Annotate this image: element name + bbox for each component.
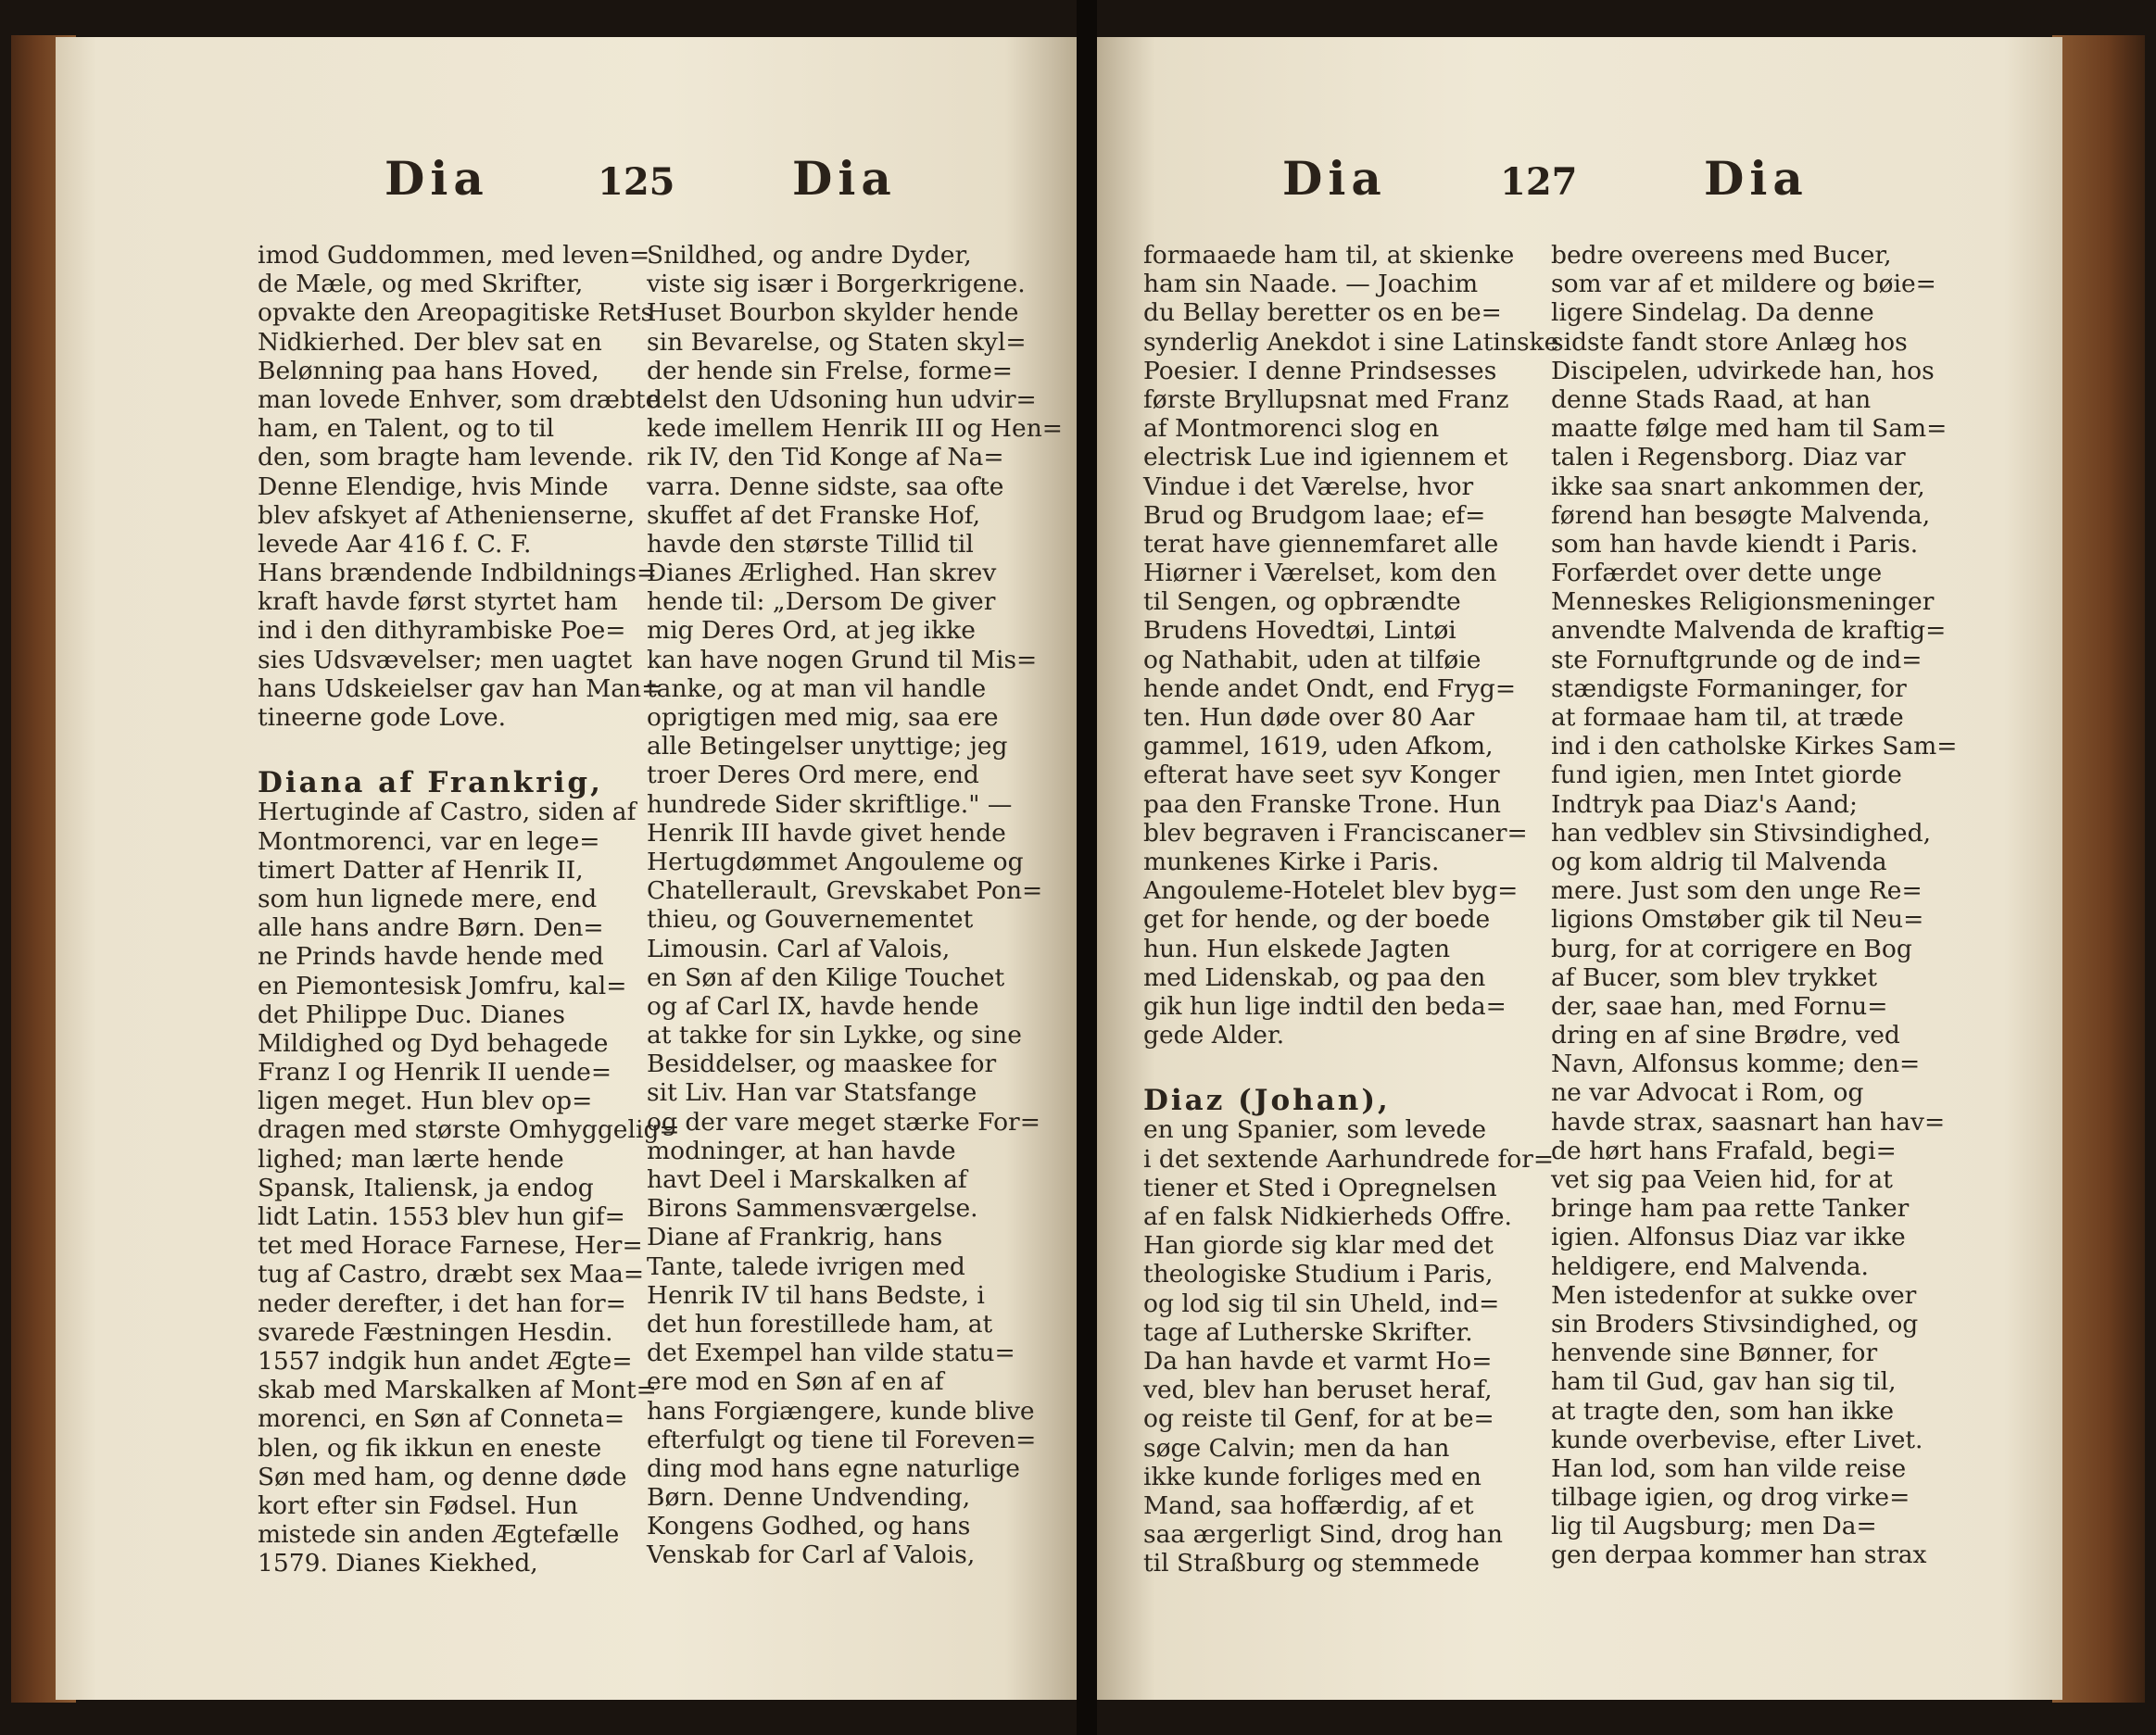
text-line: mistede sin anden Ægtefælle: [258, 1520, 620, 1550]
text-line: havde strax, saasnart han hav=: [1551, 1107, 1946, 1137]
text-line: førend han besøgte Malvenda,: [1551, 500, 1931, 530]
text-line: havt Deel i Marskalken af: [647, 1165, 967, 1194]
text-line: en Søn af den Kilige Touchet: [647, 962, 1005, 992]
left-page-column-1: [258, 241, 680, 1578]
text-line: Angouleme-Hotelet blev byg=: [1143, 876, 1519, 906]
text-line: get for hende, og der boede: [1143, 905, 1491, 935]
text-line: de Mæle, og med Skrifter,: [258, 270, 584, 299]
text-line: det Exempel han vilde statu=: [647, 1339, 1015, 1368]
text-line: en Piemontesisk Jomfru, kal=: [258, 971, 627, 1000]
text-line: og kom aldrig til Malvenda: [1551, 847, 1887, 876]
left-page: [56, 37, 1077, 1700]
text-line: delst den Udsoning hun udvir=: [647, 384, 1037, 414]
text-line: første Bryllupsnat med Franz: [1143, 384, 1509, 414]
text-line: varra. Denne sidste, saa ofte: [647, 471, 1004, 501]
text-line: anvendte Malvenda de kraftig=: [1551, 616, 1947, 646]
text-line: Denne Elendige, hvis Minde: [258, 471, 609, 501]
text-line: Tante, talede ivrigen med: [647, 1251, 965, 1281]
text-line: Vindue i det Værelse, hvor: [1143, 471, 1474, 501]
text-line: synderlig Anekdot i sine Latinske: [1143, 327, 1559, 357]
text-line: Mildighed og Dyd behagede: [258, 1028, 609, 1058]
paragraph-gap: [258, 732, 628, 769]
text-line: Franz I og Henrik II uende=: [258, 1058, 612, 1088]
text-line: Hertugdømmet Angouleme og: [647, 847, 1024, 876]
text-line: ikke kunde forliges med en: [1143, 1462, 1481, 1491]
text-line: som han havde kiendt i Paris.: [1551, 529, 1919, 559]
text-line: gik hun lige indtil den beda=: [1143, 991, 1507, 1021]
text-line: Snildhed, og andre Dyder,: [647, 241, 972, 270]
text-line: gammel, 1619, uden Afkom,: [1143, 732, 1494, 761]
text-line: Men istedenfor at sukke over: [1551, 1280, 1917, 1310]
text-line: af en falsk Nidkierheds Offre.: [1143, 1202, 1512, 1231]
text-line: kunde overbevise, efter Livet.: [1551, 1425, 1923, 1454]
text-line: lidt Latin. 1553 blev hun gif=: [258, 1202, 625, 1231]
text-line: en ung Spanier, som levede: [1143, 1115, 1487, 1145]
text-line: og reiste til Genf, for at be=: [1143, 1404, 1494, 1434]
text-line: troer Deres Ord mere, end: [647, 761, 979, 790]
text-line: sin Broders Stivsindighed, og: [1551, 1309, 1919, 1339]
text-line: man lovede Enhver, som dræbte: [258, 384, 661, 414]
text-line: rik IV, den Tid Konge af Na=: [647, 443, 1004, 472]
text-line: ne Prinds havde hende med: [258, 942, 604, 972]
text-line: Birons Sammensværgelse.: [647, 1194, 978, 1224]
text-line: kraft havde først styrtet ham: [258, 587, 618, 617]
text-line: hans Forgiængere, kunde blive: [647, 1396, 1035, 1426]
text-line: formaaede ham til, at skienke: [1143, 241, 1515, 270]
text-line: de hørt hans Frafald, begi=: [1551, 1136, 1897, 1165]
text-line: Spansk, Italiensk, ja endog: [258, 1173, 594, 1202]
text-line: det hun forestillede ham, at: [647, 1309, 993, 1339]
text-line: Han lod, som han vilde reise: [1551, 1453, 1907, 1483]
text-line: havde den største Tillid til: [647, 529, 974, 559]
right-page: [1097, 37, 2062, 1700]
text-line: sies Udsvævelser; men uagtet: [258, 645, 633, 674]
text-line: af Bucer, som blev trykket: [1551, 962, 1878, 992]
text-line: hundrede Sider skriftlige." —: [647, 789, 1013, 819]
text-line: ham, en Talent, og to til: [258, 414, 555, 444]
text-line: af Montmorenci slog en: [1143, 414, 1440, 444]
text-line: Navn, Alfonsus komme; den=: [1551, 1050, 1921, 1079]
text-line: terat have giennemfaret alle: [1143, 529, 1499, 559]
text-line: tage af Lutherske Skrifter.: [1143, 1317, 1473, 1347]
text-line: tiener et Sted i Opregnelsen: [1143, 1173, 1497, 1202]
text-line: Menneskes Religionsmeninger: [1551, 587, 1935, 617]
text-line: ste Fornuftgrunde og de ind=: [1551, 645, 1923, 674]
text-line: at tragte den, som han ikke: [1551, 1396, 1895, 1426]
text-line: Nidkierhed. Der blev sat en: [258, 327, 602, 357]
text-line: tilbage igien, og drog virke=: [1551, 1483, 1910, 1513]
text-line: han vedblev sin Stivsindighed,: [1551, 818, 1931, 848]
text-line: sin Bevarelse, og Staten skyl=: [647, 327, 1027, 357]
text-line: sit Liv. Han var Statsfange: [647, 1078, 977, 1108]
text-line: ne var Advocat i Rom, og: [1551, 1078, 1864, 1108]
text-line: Brud og Brudgom laae; ef=: [1143, 500, 1486, 530]
text-line: Poesier. I denne Prindsesses: [1143, 356, 1497, 385]
text-line: mere. Just som den unge Re=: [1551, 876, 1923, 906]
text-line: efterfulgt og tiene til Foreven=: [647, 1425, 1037, 1454]
text-line: ham til Gud, gav han sig til,: [1551, 1367, 1897, 1397]
text-line: 1557 indgik hun andet Ægte=: [258, 1346, 633, 1376]
text-line: Børn. Denne Undvending,: [647, 1483, 971, 1513]
book-gutter: [1077, 0, 1097, 1735]
text-line: maatte følge med ham til Sam=: [1551, 414, 1948, 444]
text-line: og lod sig til sin Uheld, ind=: [1143, 1289, 1500, 1318]
text-line: heldigere, end Malvenda.: [1551, 1251, 1869, 1281]
text-line: Brudens Hovedtøi, Lintøi: [1143, 616, 1456, 646]
text-line: ten. Hun døde over 80 Aar: [1143, 703, 1475, 732]
text-line: søge Calvin; men da han: [1143, 1433, 1450, 1463]
text-line: svarede Fæstningen Hesdin.: [258, 1317, 613, 1347]
text-line: der, saae han, med Fornu=: [1551, 991, 1888, 1021]
text-line: skuffet af det Franske Hof,: [647, 500, 981, 530]
right-page-headword-left: Dia: [1282, 151, 1387, 206]
text-line: dragen med største Omhyggelig=: [258, 1115, 680, 1145]
text-line: Chatellerault, Grevskabet Pon=: [647, 876, 1043, 906]
text-line: Henrik III havde givet hende: [647, 818, 1006, 848]
text-line: Huset Bourbon skylder hende: [647, 298, 1019, 328]
text-line: i det sextende Aarhundrede for=: [1143, 1144, 1555, 1174]
paragraph-gap: [1143, 1050, 1509, 1087]
text-line: 1579. Dianes Kiekhed,: [258, 1549, 538, 1578]
text-line: blen, og fik ikkun en eneste: [258, 1433, 602, 1463]
text-line: at takke for sin Lykke, og sine: [647, 1021, 1022, 1050]
text-line: denne Stads Raad, at han: [1551, 384, 1872, 414]
text-line: alle hans andre Børn. Den=: [258, 913, 604, 943]
text-line: kede imellem Henrik III og Hen=: [647, 414, 1063, 444]
text-line: stændigste Formaninger, for: [1551, 673, 1907, 703]
text-line: Kongens Godhed, og hans: [647, 1512, 971, 1541]
text-line: dring en af sine Brødre, ved: [1551, 1021, 1900, 1050]
text-line: Venskab for Carl af Valois,: [647, 1540, 976, 1570]
right-page-header: [1097, 125, 2062, 208]
text-line: tineerne gode Love.: [258, 703, 507, 732]
text-line: vet sig paa Veien hid, for at: [1551, 1165, 1893, 1194]
right-page-number: 127: [1500, 160, 1578, 204]
text-line: electrisk Lue ind igiennem et: [1143, 443, 1508, 472]
text-line: Henrik IV til hans Bedste, i: [647, 1280, 985, 1310]
text-line: blev afskyet af Athenienserne,: [258, 500, 636, 530]
text-line: til Sengen, og opbrændte: [1143, 587, 1461, 617]
text-line: blev begraven i Franciscaner=: [1143, 818, 1528, 848]
entry-headword: Diaz (Johan),: [1143, 1084, 1391, 1118]
left-page-header: [56, 125, 1077, 208]
text-line: gede Alder.: [1143, 1021, 1285, 1050]
text-line: Diane af Frankrig, hans: [647, 1223, 943, 1252]
text-line: efterat have seet syv Konger: [1143, 761, 1500, 790]
text-line: som var af et mildere og bøie=: [1551, 270, 1936, 299]
text-line: sidste fandt store Anlæg hos: [1551, 327, 1908, 357]
text-line: og af Carl IX, havde hende: [647, 991, 979, 1021]
text-line: ligen meget. Hun blev op=: [258, 1087, 593, 1116]
text-line: du Bellay beretter os en be=: [1143, 298, 1502, 328]
text-line: lig til Augsburg; men Da=: [1551, 1512, 1877, 1541]
text-line: viste sig især i Borgerkrigene.: [647, 270, 1026, 299]
text-line: igien. Alfonsus Diaz var ikke: [1551, 1223, 1906, 1252]
text-line: Hiørner i Værelset, kom den: [1143, 559, 1497, 588]
entry-headword: Diana af Frankrig,: [258, 766, 603, 800]
text-line: ham sin Naade. — Joachim: [1143, 270, 1479, 299]
text-line: med Lidenskab, og paa den: [1143, 962, 1486, 992]
text-line: og Nathabit, uden at tilføie: [1143, 645, 1481, 674]
text-line: bringe ham paa rette Tanker: [1551, 1194, 1910, 1224]
text-line: Han giorde sig klar med det: [1143, 1231, 1494, 1261]
text-line: tug af Castro, dræbt sex Maa=: [258, 1260, 645, 1289]
text-line: tet med Horace Farnese, Her=: [258, 1231, 643, 1261]
text-line: Montmorenci, var en lege=: [258, 826, 600, 856]
text-line: bedre overeens med Bucer,: [1551, 241, 1892, 270]
text-line: ikke saa snart ankommen der,: [1551, 471, 1925, 501]
right-page-column-2: [1551, 241, 1958, 1570]
text-line: mig Deres Ord, at jeg ikke: [647, 616, 976, 646]
text-line: modninger, at han havde: [647, 1136, 956, 1165]
left-page-number: 125: [598, 160, 675, 204]
text-line: Mand, saa hoffærdig, af et: [1143, 1490, 1474, 1520]
text-line: kort efter sin Fødsel. Hun: [258, 1490, 578, 1520]
text-line: ligions Omstøber gik til Neu=: [1551, 905, 1924, 935]
text-line: hende til: „Dersom De giver: [647, 587, 996, 617]
text-line: Belønning paa hans Hoved,: [258, 356, 599, 385]
text-line: paa den Franske Trone. Hun: [1143, 789, 1501, 819]
text-line: oprigtigen med mig, saa ere: [647, 703, 999, 732]
left-page-column-2: [647, 241, 1063, 1570]
text-line: munkenes Kirke i Paris.: [1143, 847, 1440, 876]
text-line: talen i Regensborg. Diaz var: [1551, 443, 1906, 472]
text-line: ved, blev han beruset heraf,: [1143, 1376, 1493, 1405]
text-line: timert Datter af Henrik II,: [258, 855, 584, 885]
text-line: Limousin. Carl af Valois,: [647, 934, 951, 963]
text-line: som hun lignede mere, end: [258, 884, 598, 913]
text-line: til Straßburg og stemmede: [1143, 1549, 1480, 1578]
text-line: ding mod hans egne naturlige: [647, 1453, 1020, 1483]
text-line: alle Betingelser unyttige; jeg: [647, 732, 1008, 761]
text-line: gen derpaa kommer han strax: [1551, 1540, 1927, 1570]
text-line: hun. Hun elskede Jagten: [1143, 934, 1451, 963]
text-line: neder derefter, i det han for=: [258, 1289, 626, 1318]
text-line: det Philippe Duc. Dianes: [258, 1000, 565, 1029]
text-line: ind i den dithyrambiske Poe=: [258, 616, 626, 646]
text-line: Forfærdet over dette unge: [1551, 559, 1883, 588]
text-line: thieu, og Gouvernementet: [647, 905, 974, 935]
right-page-headword-right: Dia: [1704, 151, 1809, 206]
left-page-headword-left: Dia: [385, 151, 489, 206]
text-line: Besiddelser, og maaskee for: [647, 1050, 997, 1079]
left-page-headword-right: Dia: [792, 151, 897, 206]
text-line: Indtryk paa Diaz's Aand;: [1551, 789, 1858, 819]
text-line: og der vare meget stærke For=: [647, 1107, 1040, 1137]
text-line: opvakte den Areopagitiske Rets: [258, 298, 654, 328]
book-cover-edge-right: [2052, 35, 2145, 1703]
text-line: theologiske Studium i Paris,: [1143, 1260, 1494, 1289]
text-line: ere mod en Søn af en af: [647, 1367, 944, 1397]
text-line: imod Guddommen, med leven=: [258, 241, 650, 270]
text-line: tanke, og at man vil handle: [647, 673, 987, 703]
text-line: levede Aar 416 f. C. F.: [258, 529, 532, 559]
text-line: morenci, en Søn af Conneta=: [258, 1404, 625, 1434]
text-line: Hertuginde af Castro, siden af: [258, 798, 637, 827]
text-line: hende andet Ondt, end Fryg=: [1143, 673, 1517, 703]
text-line: fund igien, men Intet giorde: [1551, 761, 1902, 790]
text-line: ligere Sindelag. Da denne: [1551, 298, 1874, 328]
text-line: der hende sin Frelse, forme=: [647, 356, 1013, 385]
text-line: saa ærgerligt Sind, drog han: [1143, 1520, 1503, 1550]
text-line: skab med Marskalken af Mont=: [258, 1376, 657, 1405]
text-line: den, som bragte ham levende.: [258, 443, 635, 472]
text-line: at formaae ham til, at træde: [1551, 703, 1904, 732]
text-line: burg, for at corrigere en Bog: [1551, 934, 1912, 963]
text-line: Da han havde et varmt Ho=: [1143, 1346, 1493, 1376]
right-page-column-1: [1143, 241, 1559, 1578]
text-line: Hans brændende Indbildnings=: [258, 559, 658, 588]
text-line: Dianes Ærlighed. Han skrev: [647, 559, 997, 588]
text-line: hans Udskeielser gav han Man=: [258, 673, 662, 703]
text-line: kan have nogen Grund til Mis=: [647, 645, 1038, 674]
text-line: Discipelen, udvirkede han, hos: [1551, 356, 1935, 385]
text-line: henvende sine Bønner, for: [1551, 1339, 1878, 1368]
text-line: Søn med ham, og denne døde: [258, 1462, 627, 1491]
text-line: lighed; man lærte hende: [258, 1144, 564, 1174]
text-line: ind i den catholske Kirkes Sam=: [1551, 732, 1958, 761]
